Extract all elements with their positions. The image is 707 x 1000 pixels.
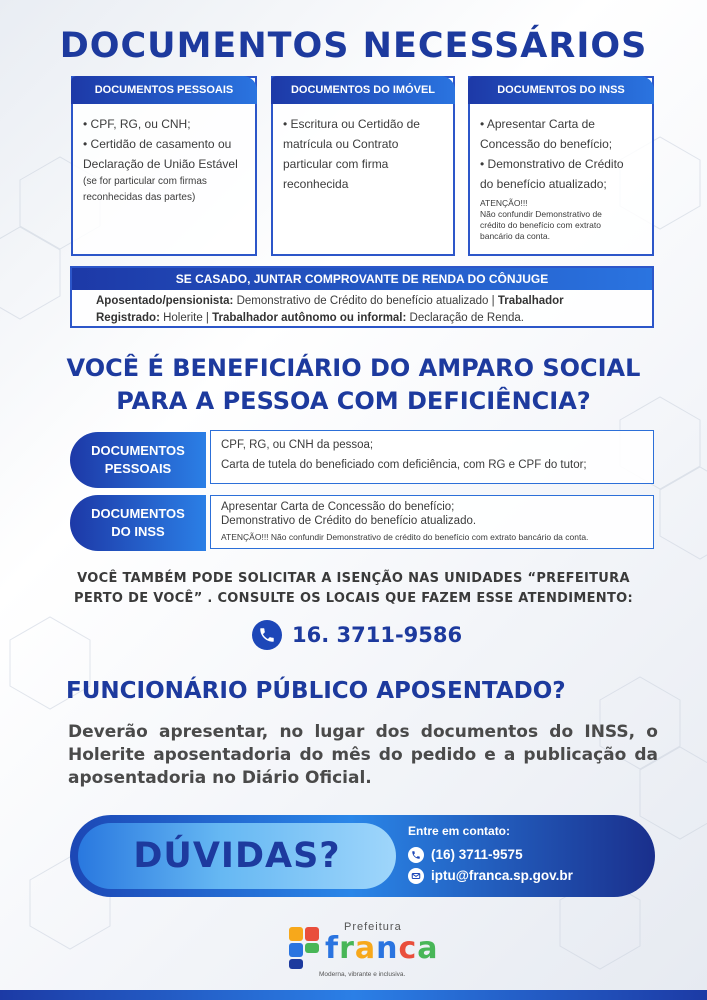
card-item: • Escritura ou Certidão de [283,117,420,131]
amparo-inss-line: Apresentar Carta de Concessão do benefício; [221,501,455,513]
card-header: DOCUMENTOS DO INSS [468,76,654,104]
card-item: do benefício atualizado; [480,177,607,191]
card-personal-documents [71,76,257,256]
also-request-text: VOCÊ TAMBÉM PODE SOLICITAR A ISENÇÃO NAS UNIDADES “PREFEITURA PERTO DE VOCÊ” . CONSULTE OS LOCAIS QUE FAZEM ESSE ATENDIMENTO: [74,571,633,606]
pill-personal-documents: DOCUMENTOS PESSOAIS [70,432,206,488]
amparo-title: VOCÊ É BENEFICIÁRIO DO AMPARO SOCIAL PARA A PESSOA COM DEFICIÊNCIA? [66,354,641,415]
amparo-personal-box [210,430,654,484]
card-inss-documents [468,76,654,256]
amparo-inss-box [210,495,654,549]
amparo-inss-line: Demonstrativo de Crédito do benefício atualizado. [221,515,477,527]
retired-title: FUNCIONÁRIO PÚBLICO APOSENTADO? [66,678,566,704]
page-title: DOCUMENTOS NECESSÁRIOS [59,26,648,66]
amparo-inss-warning: ATENÇÃO!!! Não confundir Demonstrativo de crédito do benefício com extrato bancário da conta. [221,532,589,542]
card-note: (se for particular com firmas reconhecidas das partes) [83,176,207,203]
logo-wordmark: franca [325,931,439,966]
card-property-documents [271,76,455,256]
pill-inss-documents: DOCUMENTOS DO INSS [70,495,206,551]
doubts-heading: DÚVIDAS? [133,836,341,876]
spouse-body: Aposentado/pensionista: Demonstrativo de Crédito do benefício atualizado | Trabalhador Registrado: Holerite | Trabalhador autônomo ou informal: Declaração de Renda. [96,295,564,324]
amparo-personal-line: Carta de tutela do beneficiado com deficiência, com RG e CPF do tutor; [221,459,587,471]
card-item: • Apresentar Carta de [480,117,595,131]
amparo-personal-line: CPF, RG, ou CNH da pessoa; [221,439,374,451]
card-item: matrícula ou Contrato [283,137,399,151]
whatsapp-contact[interactable] [252,620,462,650]
logo-mark-icon [287,927,321,969]
card-item: • Certidão de casamento ou [83,137,232,151]
contact-phone[interactable]: (16) 3711-9575 [408,844,573,865]
logo-top-text: Prefeitura [344,921,402,933]
card-item: particular com firma [283,157,389,171]
card-item: reconhecida [283,177,349,191]
whatsapp-number: 16. 3711-9586 [292,623,463,647]
card-item: Declaração de União Estável [83,157,238,171]
contact-label: Entre em contato: [408,824,511,838]
card-header: DOCUMENTOS PESSOAIS [71,76,257,104]
card-header: DOCUMENTOS DO IMÓVEL [271,76,455,104]
card-warning: ATENÇÃO!!! Não confundir Demonstrativo de crédito do benefício com extrato bancário da conta. [480,198,602,241]
card-item: • CPF, RG, ou CNH; [83,117,191,131]
spouse-header: SE CASADO, JUNTAR COMPROVANTE DE RENDA DO CÔNJUGE [72,268,652,290]
card-item: • Demonstrativo de Crédito [480,157,624,171]
prefeitura-franca-logo [287,921,439,983]
contact-email[interactable]: iptu@franca.sp.gov.br [408,865,573,886]
mail-icon [408,868,424,884]
footer-bar [0,990,707,1000]
whatsapp-icon [252,620,282,650]
retired-text: Deverão apresentar, no lugar dos documentos do INSS, o Holerite aposentadoria do mês do pedido e a publicação da aposentadoria no Diário Oficial. [68,722,658,788]
contact-info [408,824,573,886]
whatsapp-icon [408,847,424,863]
spouse-income-box [70,266,654,328]
contact-banner [70,815,655,897]
card-item: Concessão do benefício; [480,137,613,151]
logo-tagline: Moderna, vibrante e inclusiva. [319,971,406,978]
